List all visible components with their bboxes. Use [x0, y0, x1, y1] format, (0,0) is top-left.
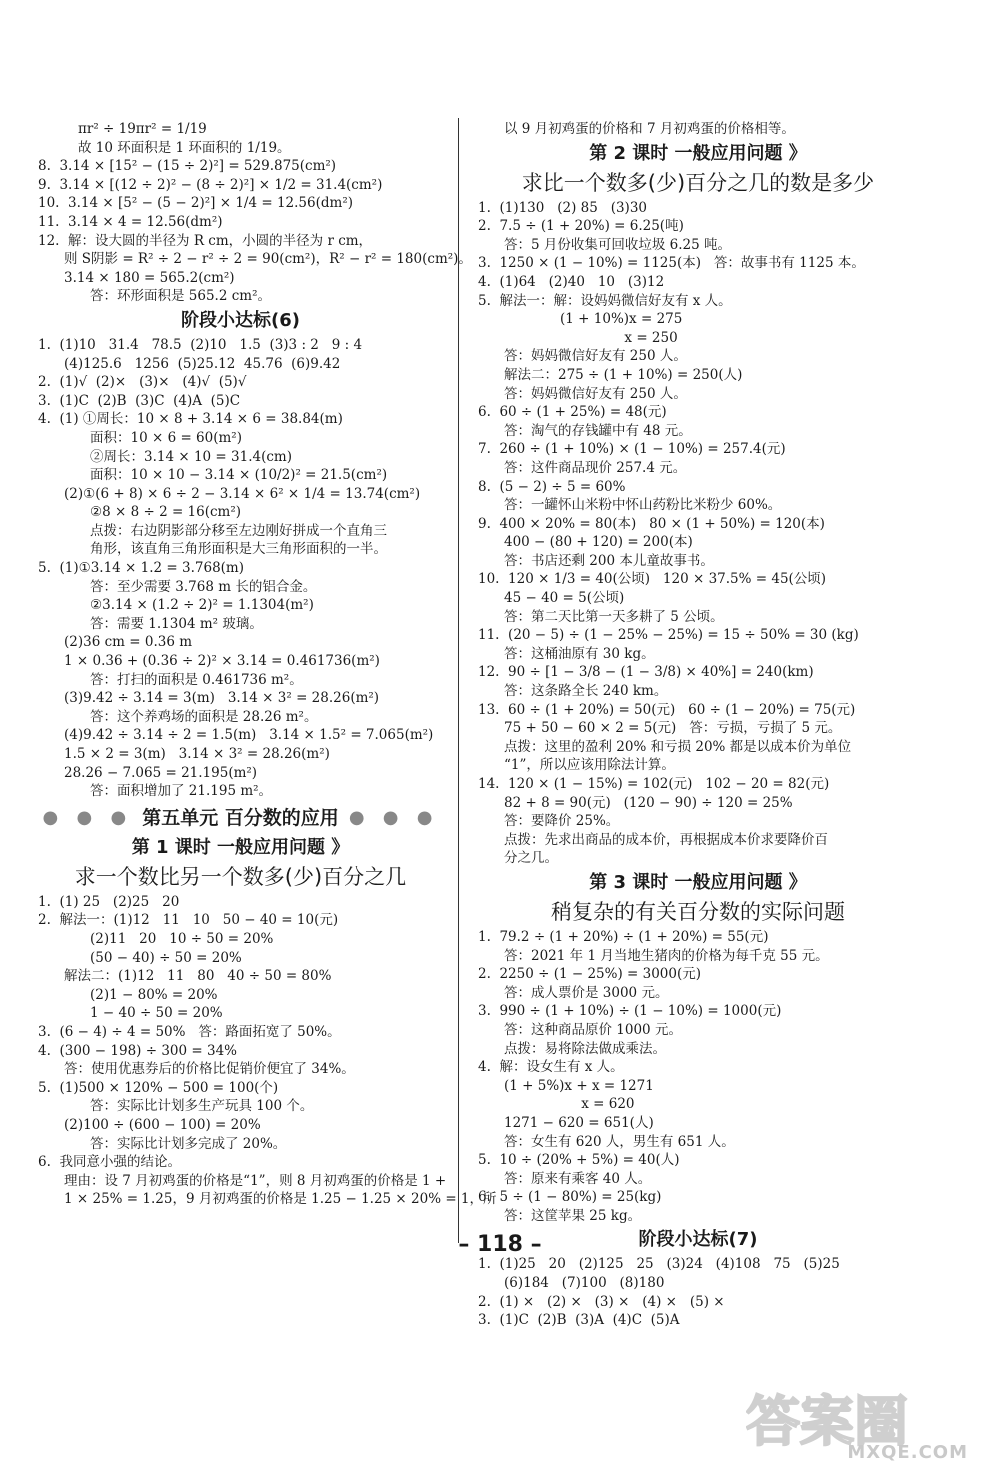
answer-line: 答：这件商品现价 257.4 元。 — [504, 459, 687, 476]
answer-line: 解法二：275 ÷ (1 + 10%) = 250(人) — [504, 366, 743, 383]
answer-line: 3. (1)C (2)B (3)A (4)C (5)A — [478, 1312, 680, 1329]
page-number: – 118 – — [458, 1232, 542, 1257]
answer-line: (2)100 ÷ (600 − 100) = 20% — [64, 1116, 261, 1133]
section-heading: 求比一个数多(少)百分之几的数是多少 — [521, 170, 875, 195]
answer-line: (1 + 5%)x + x = 1271 — [504, 1077, 654, 1094]
answer-line: 10. 3.14 × [5² − (5 − 2)²] × 1/4 = 12.56(dm²) — [38, 195, 354, 212]
answer-line: 解法二：(1)12 11 80 40 ÷ 50 = 80% — [64, 968, 332, 985]
answer-line: ②3.14 × (1.2 ÷ 2)² = 1.1304(m²) — [90, 597, 314, 614]
right-column — [478, 120, 918, 1330]
answer-line: 答：使用优惠券后的价格比促销价便宜了 34%。 — [64, 1061, 355, 1078]
svg-text:答案圈: 答案圈 — [746, 1390, 908, 1453]
answer-line: x = 250 — [530, 329, 678, 346]
answer-line: 1. (1) 25 (2)25 20 — [38, 893, 180, 910]
answer-line: 5. 10 ÷ (20% + 5%) = 40(人) — [478, 1152, 680, 1169]
answer-line: 答：妈妈微信好友有 250 人。 — [504, 348, 687, 365]
answer-line: 4. (300 − 198) ÷ 300 = 34% — [38, 1042, 237, 1059]
answer-line: 答：这条路全长 240 km。 — [504, 683, 668, 700]
answer-line: 答：这个养鸡场的面积是 28.26 m²。 — [90, 708, 318, 725]
answer-line: 面积：10 × 6 = 60(m²) — [90, 429, 242, 446]
answer-line: 答：这桶油原有 30 kg。 — [504, 645, 655, 662]
section-heading: 稍复杂的有关百分数的实际问题 — [551, 899, 845, 924]
answer-line: 答：环形面积是 565.2 cm²。 — [90, 288, 272, 305]
answer-line: 14. 120 × (1 − 15%) = 102(元) 102 − 20 = 82(元) — [478, 776, 830, 792]
answer-line: ②8 × 8 ÷ 2 = 16(cm²) — [90, 504, 242, 521]
answer-line: 答：这筐苹果 25 kg。 — [504, 1207, 642, 1224]
answer-line: 3. 990 ÷ (1 + 10%) ÷ (1 − 10%) = 1000(元) — [478, 1003, 782, 1020]
answer-line: 答：2021 年 1 月当地生猪肉的价格为每千克 55 元。 — [504, 947, 829, 964]
answer-line: (1 + 10%)x = 275 — [530, 311, 683, 328]
answer-line: 1 − 40 ÷ 50 = 20% — [90, 1005, 223, 1022]
answer-line: 9. 400 × 20% = 80(本) 80 × (1 + 50%) = 120(本) — [478, 515, 825, 532]
answer-line: (2)36 cm = 0.36 m — [64, 634, 192, 651]
unit-heading — [38, 804, 443, 832]
answer-line: 3. (6 − 4) ÷ 4 = 50% 答：路面拓宽了 50%。 — [38, 1023, 341, 1040]
answer-line: 13. 60 ÷ (1 + 20%) = 50(元) 60 ÷ (1 − 20%) = 75(元) — [478, 701, 856, 718]
answer-line: 4. (1) ①周长：10 × 8 + 3.14 × 6 = 38.84(m) — [38, 411, 343, 428]
answer-line: 2. (1) × (2) × (3) × (4) × (5) × — [478, 1293, 725, 1310]
section-heading: 阶段小达标(7) — [638, 1229, 758, 1251]
answer-line: 11. 3.14 × 4 = 12.56(dm²) — [38, 213, 223, 230]
answer-line: ②周长：3.14 × 10 = 31.4(cm) — [90, 448, 292, 465]
answer-line: 4. 解：设女生有 x 人。 — [478, 1059, 624, 1076]
answer-line: 答：原来有乘客 40 人。 — [504, 1170, 652, 1187]
answer-line: 8. 3.14 × [15² − (15 ÷ 2)²] = 529.875(cm²) — [38, 158, 337, 175]
answer-line: 12. 解：设大圆的半径为 R cm，小圆的半径为 r cm， — [38, 232, 373, 249]
answer-line: 故 10 环面积是 1 环面积的 1/19。 — [78, 139, 291, 156]
answer-line: 6. 我同意小强的结论。 — [38, 1154, 181, 1171]
answer-line: πr² ÷ 19πr² = 1/19 — [78, 121, 207, 137]
answer-line: (3)9.42 ÷ 3.14 = 3(m) 3.14 × 3² = 28.26(m²) — [64, 690, 380, 707]
answer-line: 3.14 × 180 = 565.2(cm²) — [64, 269, 235, 286]
answer-line: 1. (1)10 31.4 78.5 (2)10 1.5 (3)3 : 2 9 : 4 — [38, 336, 363, 353]
answer-line: x = 620 — [504, 1096, 635, 1113]
answer-line: 答：需要 1.1304 m² 玻璃。 — [90, 615, 263, 632]
answer-line: 1. 79.2 ÷ (1 + 20%) ÷ (1 + 20%) = 55(元) — [478, 928, 769, 945]
section-heading: 第 2 课时 一般应用问题 》 — [589, 142, 807, 164]
answer-line: 答：一罐怀山米粉中怀山药粉比米粉少 60%。 — [504, 497, 782, 514]
answer-line: 则 S阴影 = R² ÷ 2 − r² ÷ 2 = 90(cm²)，R² − r² = 180(cm²)。 — [64, 251, 472, 268]
answer-line: (6)184 (7)100 (8)180 — [504, 1275, 665, 1292]
answer-line: 答：第二天比第一天多耕了 5 公顷。 — [504, 608, 724, 625]
answer-line: 答：这种商品原价 1000 元。 — [504, 1021, 682, 1038]
answer-line: 3. 1250 × (1 − 10%) = 1125(本) 答：故事书有 1125 本。 — [478, 255, 865, 272]
answer-line: 45 − 40 = 5(公顷) — [504, 590, 625, 607]
answer-line: 答：书店还剩 200 本儿童故事书。 — [504, 552, 714, 569]
answer-line: 答：妈妈微信好友有 250 人。 — [504, 385, 687, 402]
answer-line: 4. (1)64 (2)40 10 (3)12 — [478, 273, 665, 290]
answer-line: (50 − 40) ÷ 50 = 20% — [90, 949, 242, 966]
answer-line: 点拨：先求出商品的成本价，再根据成本价求要降价百 — [504, 831, 828, 848]
answer-line: 1 × 0.36 + (0.36 ÷ 2)² × 3.14 = 0.461736(m²) — [64, 653, 380, 670]
answer-line: 答：淘气的存钱罐中有 48 元。 — [504, 422, 692, 439]
answer-line: 5. (1)①3.14 × 1.2 = 3.768(m) — [38, 560, 244, 577]
answer-line: 点拨：易将除法做成乘法。 — [504, 1040, 666, 1057]
answer-line: 点拨：这里的盈利 20% 和亏损 20% 都是以成本价为单位 — [504, 738, 852, 755]
answer-line: 2. 解法一：(1)12 11 10 50 − 40 = 10(元) — [38, 912, 339, 929]
answer-line: 1. (1)130 (2) 85 (3)30 — [478, 199, 647, 216]
section-heading: 阶段小达标(6) — [181, 309, 300, 331]
answer-line: 5. (1)500 × 120% − 500 = 100(个) — [38, 1079, 279, 1096]
answer-line: 9. 3.14 × [(12 ÷ 2)² − (8 ÷ 2)²] × 1/2 = 31.4(cm²) — [38, 176, 383, 193]
answer-line: 1 × 25% = 1.25，9 月初鸡蛋的价格是 1.25 − 1.25 × 20% = 1，所 — [64, 1191, 497, 1208]
answer-line: 2. 2250 ÷ (1 − 25%) = 3000(元) — [478, 966, 702, 983]
answer-line: 6. 60 ÷ (1 + 25%) = 48(元) — [478, 404, 667, 421]
decorative-dots: ● ● ● — [348, 806, 439, 828]
answer-line: 28.26 − 7.065 = 21.195(m²) — [64, 764, 258, 781]
answer-line: 2. (1)√ (2)× (3)× (4)√ (5)√ — [38, 374, 247, 391]
answer-line: 11. (20 − 5) ÷ (1 − 25% − 25%) = 15 ÷ 50% = 30 (kg) — [478, 627, 859, 644]
answer-line: 答：至少需要 3.768 m 长的铝合金。 — [90, 578, 317, 595]
answer-line: 角形，该直角三角形面积是大三角形面积的一半。 — [90, 541, 387, 558]
answer-line: 答：成人票价是 3000 元。 — [504, 984, 669, 1001]
watermark-text: MXQE.COM — [847, 1442, 968, 1463]
answer-line: (2)11 20 10 ÷ 50 = 20% — [90, 930, 274, 947]
answer-line: (2)①(6 + 8) × 6 ÷ 2 − 3.14 × 6² × 1/4 = 13.74(cm²) — [64, 485, 421, 502]
answer-line: “1”，所以应该用除法计算。 — [504, 757, 675, 774]
answer-line: 分之几。 — [504, 850, 558, 867]
answer-line: (4)9.42 ÷ 3.14 ÷ 2 = 1.5(m) 3.14 × 1.5² = 7.065(m²) — [64, 727, 434, 744]
answer-line: 答：打扫的面积是 0.461736 m²。 — [90, 671, 303, 688]
unit-title: 第五单元 百分数的应用 — [142, 806, 339, 829]
answer-line: 答：5 月份收集可回收垃圾 6.25 吨。 — [504, 236, 732, 253]
answer-line: 400 − (80 + 120) = 200(本) — [504, 534, 693, 551]
answer-line: 答：实际比计划多完成了 20%。 — [90, 1135, 287, 1152]
answer-line: 7. 260 ÷ (1 + 10%) × (1 − 10%) = 257.4(元) — [478, 441, 786, 458]
answer-line: 3. (1)C (2)B (3)C (4)A (5)C — [38, 392, 241, 409]
decorative-dots: ● ● ● — [42, 806, 133, 828]
section-heading: 第 3 课时 一般应用问题 》 — [589, 871, 807, 893]
answer-line: 12. 90 ÷ [1 − 3/8 − (1 − 3/8) × 40%] = 240(km) — [478, 664, 814, 681]
section-heading: 求一个数比另一个数多(少)百分之几 — [74, 864, 407, 889]
answer-line: 答：实际比计划多生产玩具 100 个。 — [90, 1098, 314, 1115]
answer-line: 1. (1)25 20 (2)125 25 (3)24 (4)108 75 (5)25 — [478, 1256, 840, 1273]
column-divider — [458, 118, 459, 1243]
answer-line: 6. 5 ÷ (1 − 80%) = 25(kg) — [478, 1189, 662, 1206]
answer-line: 82 + 8 = 90(元) (120 − 90) ÷ 120 = 25% — [504, 794, 793, 811]
answer-line: 答：面积增加了 21.195 m²。 — [90, 783, 273, 800]
section-heading: 第 1 课时 一般应用问题 》 — [131, 836, 350, 858]
answer-line: 2. 7.5 ÷ (1 + 20%) = 6.25(吨) — [478, 218, 684, 235]
answer-line: 75 + 50 − 60 × 2 = 5(元) 答：亏损，亏损了 5 元。 — [504, 720, 842, 737]
answer-line: 10. 120 × 1/3 = 40(公顷) 120 × 37.5% = 45(公顷) — [478, 571, 827, 588]
left-column — [38, 120, 497, 1209]
answer-line: 点拨：右边阴影部分移至左边刚好拼成一个直角三 — [90, 522, 387, 539]
answer-line: (2)1 − 80% = 20% — [90, 986, 218, 1003]
answer-line: (4)125.6 1256 (5)25.12 45.76 (6)9.42 — [64, 355, 341, 372]
answer-line: 面积：10 × 10 − 3.14 × (10/2)² = 21.5(cm²) — [90, 467, 388, 484]
answer-line: 1271 − 620 = 651(人) — [504, 1114, 654, 1131]
answer-line: 5. 解法一：解：设妈妈微信好友有 x 人。 — [478, 292, 732, 309]
answer-line: 答：女生有 620 人，男生有 651 人。 — [504, 1133, 735, 1150]
answer-line: 8. (5 − 2) ÷ 5 = 60% — [478, 478, 626, 495]
answer-line: 1.5 × 2 = 3(m) 3.14 × 3² = 28.26(m²) — [64, 746, 330, 762]
answer-line: 答：要降价 25%。 — [504, 813, 620, 830]
answer-line: 理由：设 7 月初鸡蛋的价格是“1”，则 8 月初鸡蛋的价格是 1 + — [64, 1172, 447, 1189]
answer-line: 以 9 月初鸡蛋的价格和 7 月初鸡蛋的价格相等。 — [504, 121, 795, 137]
